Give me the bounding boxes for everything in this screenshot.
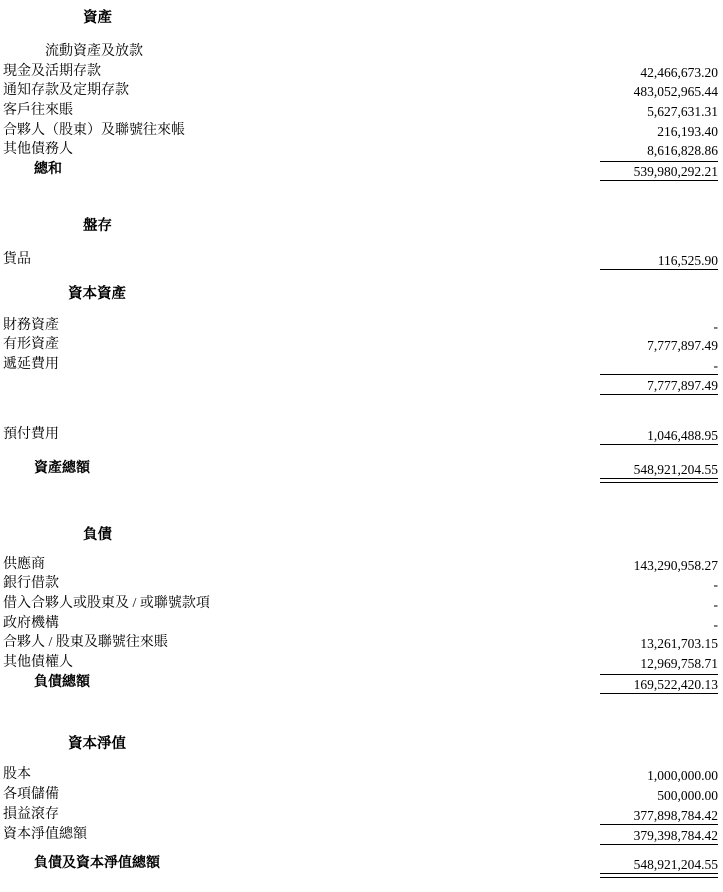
line-item-label: 合夥人 / 股東及聯號往來賬: [3, 635, 168, 651]
grand-total-label: 負債及資本淨值總額: [34, 856, 160, 872]
line-item-row: [3, 102, 718, 122]
section-capital-assets-header-row: [3, 286, 718, 306]
line-item-label: 預付費用: [3, 427, 59, 443]
line-item-value: 483,052,965.44: [633, 84, 718, 100]
line-item-row: [3, 634, 718, 654]
assets-subtotal-row: [3, 161, 718, 181]
section-header-capital-assets: 資本資產: [68, 285, 126, 302]
line-item-label: 損益滾存: [3, 806, 59, 822]
section-header-net-worth: 資本淨值: [68, 736, 126, 753]
line-item-row: [3, 615, 718, 635]
subsection-current-assets-row: [3, 43, 718, 63]
line-item-value: 143,290,958.27: [633, 557, 718, 573]
line-item-value: 13,261,703.15: [640, 636, 718, 652]
line-item-label: 現金及活期存款: [3, 63, 101, 79]
line-item-row: [3, 356, 718, 376]
line-item-label: 供應商: [3, 556, 45, 572]
line-item-label: 其他債務人: [3, 142, 73, 158]
line-item-row: [3, 806, 718, 826]
section-liabilities-header-row: [3, 527, 718, 547]
section-net-worth-header-row: [3, 736, 718, 756]
line-item-label: 合夥人（股東）及聯號往來帳: [3, 122, 185, 138]
line-item-label: 通知存款及定期存款: [3, 83, 129, 99]
line-item-label: 銀行借款: [3, 576, 59, 592]
line-item-row: [3, 575, 718, 595]
line-item-row: [3, 122, 718, 142]
section-header-liabilities: 負債: [83, 526, 112, 543]
line-item-value: 500,000.00: [657, 788, 718, 804]
line-item-row: [3, 63, 718, 83]
line-item-value: 377,898,784.42: [600, 806, 718, 825]
assets-subtotal-value: 539,980,292.21: [600, 161, 718, 181]
line-item-label: 其他債權人: [3, 655, 73, 671]
grand-total-value: 548,921,204.55: [600, 855, 718, 874]
line-item-row: [3, 141, 718, 161]
net-worth-total-row: [3, 826, 718, 846]
line-item-label: 借入合夥人或股東及 / 或聯號款項: [3, 596, 210, 611]
line-item-value: 8,616,828.86: [647, 143, 718, 159]
line-item-label: 客戶往來賬: [3, 103, 73, 119]
line-item-label: 有形資產: [3, 337, 59, 353]
line-item-row: [3, 251, 718, 271]
line-item-row: [3, 317, 718, 337]
total-liabilities-label: 負債總額: [34, 674, 90, 690]
line-item-label: 財務資產: [3, 317, 59, 333]
line-item-row: [3, 654, 718, 674]
section-inventory-header-row: [3, 218, 718, 238]
total-liabilities-row: [3, 674, 718, 694]
line-item-row: [3, 426, 718, 446]
line-item-value: 216,193.40: [657, 123, 718, 139]
total-liabilities-value: 169,522,420.13: [600, 674, 718, 694]
total-assets-label: 資產總額: [34, 460, 90, 476]
subsection-header-current-assets: 流動資產及放款: [45, 44, 143, 59]
line-item-value: -: [713, 616, 718, 632]
section-header-inventory: 盤存: [83, 217, 112, 234]
line-item-label: 政府機構: [3, 615, 59, 631]
line-item-value: 7,777,897.49: [647, 338, 718, 354]
line-item-value: 12,969,758.71: [640, 656, 718, 672]
capital-assets-subtotal-value: 7,777,897.49: [600, 376, 718, 395]
line-item-label: 貨品: [3, 251, 31, 267]
section-assets-header-row: [3, 10, 718, 30]
line-item-value: -: [600, 356, 718, 375]
line-item-row: [3, 556, 718, 576]
line-item-label: 遞延費用: [3, 356, 59, 372]
line-item-value: -: [713, 318, 718, 334]
net-worth-total-value: 379,398,784.42: [600, 826, 718, 845]
line-item-value: -: [713, 577, 718, 593]
total-assets-value: 548,921,204.55: [600, 460, 718, 479]
line-item-label: 股本: [3, 767, 31, 783]
line-item-value: 116,525.90: [600, 251, 718, 270]
line-item-value: 42,466,673.20: [640, 64, 718, 80]
total-assets-row: [3, 460, 718, 480]
grand-total-row: [3, 855, 718, 875]
assets-subtotal-label: 總和: [34, 162, 62, 178]
line-item-row: [3, 786, 718, 806]
line-item-row: [3, 336, 718, 356]
line-item-row: [3, 82, 718, 102]
line-item-value: -: [713, 597, 718, 612]
line-item-value: 1,046,488.95: [600, 426, 718, 445]
line-item-value: 5,627,631.31: [647, 104, 718, 120]
line-item-label: 各項儲備: [3, 787, 59, 803]
line-item-row: [3, 766, 718, 786]
line-item-row: [3, 595, 718, 615]
section-header-assets: 資產: [83, 10, 112, 26]
net-worth-total-label: 資本淨值總額: [3, 826, 87, 842]
capital-assets-subtotal-row: [3, 376, 718, 396]
line-item-value: 1,000,000.00: [647, 768, 718, 784]
